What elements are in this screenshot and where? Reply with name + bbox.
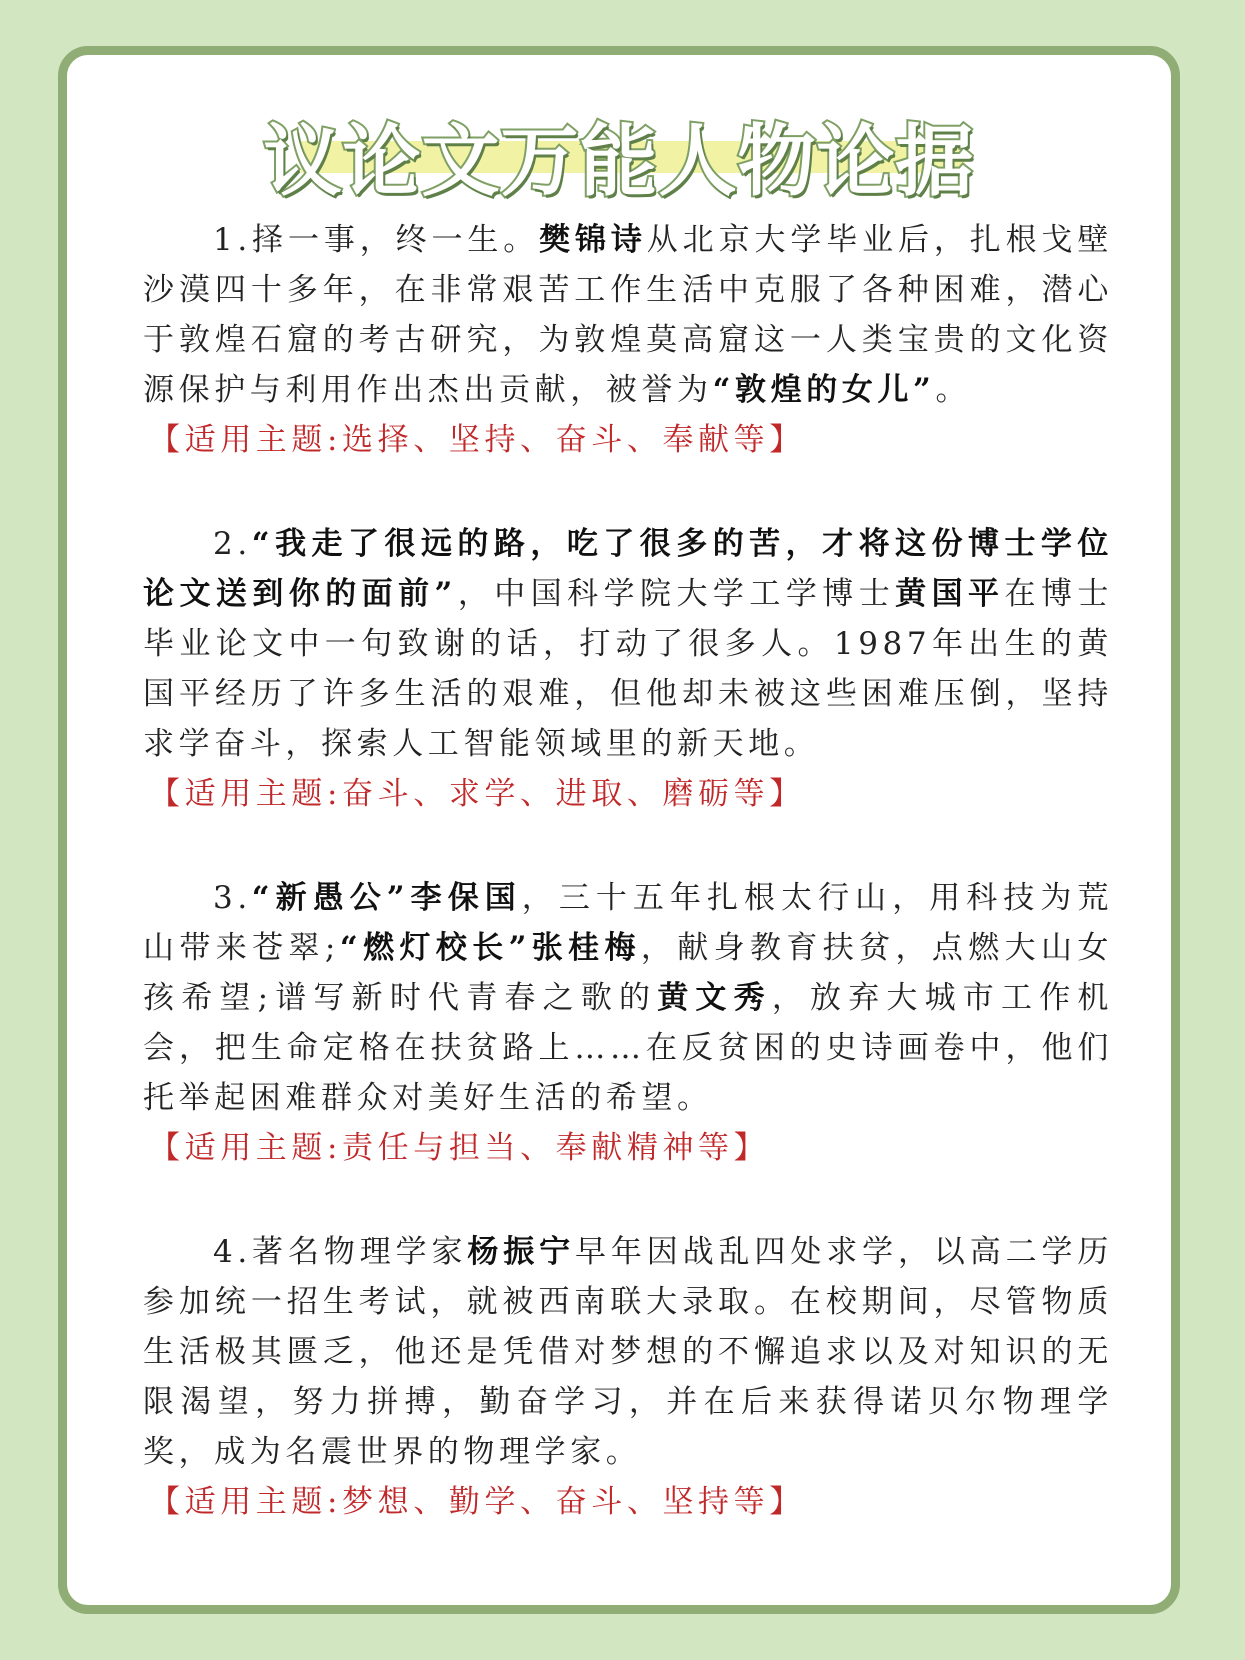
person-name: 黄国平 (895, 576, 1005, 612)
argument-list (143, 215, 1113, 1581)
content-card (58, 46, 1180, 1614)
person-name: 黄文秀 (657, 980, 772, 1016)
applicable-theme: 【适用主题:选择、坚持、奋斗、奉献等】 (149, 422, 805, 458)
person-name: “新愚公”李保国 (251, 880, 522, 916)
argument-item-3 (143, 873, 1113, 1173)
person-name: 杨振宁 (467, 1234, 576, 1270)
person-name: “燃灯校长”张桂梅 (339, 930, 641, 966)
applicable-theme: 【适用主题:奋斗、求学、进取、磨砺等】 (149, 776, 805, 812)
applicable-theme: 【适用主题:责任与担当、奉献精神等】 (149, 1130, 770, 1166)
person-name: 樊锦诗 (539, 222, 647, 258)
argument-text: 1.择一事，终一生。樊锦诗从北京大学毕业后，扎根戈壁沙漠四十多年，在非常艰苦工作生活中克服了各种困难，潜心于敦煌石窟的考古研究，为敦煌莫高窟这一人类宝贵的文化资源保护与利用作出杰出贡献，被誉为“敦煌的女儿”。 (143, 222, 1113, 408)
page-title: 议论文万能人物论据 (263, 117, 975, 207)
argument-text: 2.“我走了很远的路，吃了很多的苦，才将这份博士学位论文送到你的面前”，中国科学院大学工学博士黄国平在博士毕业论文中一句致谢的话，打动了很多人。1987年出生的黄国平经历了许多生活的艰难，但他却未被这些困难压倒，坚持求学奋斗，探索人工智能领域里的新天地。 (143, 526, 1113, 762)
applicable-theme: 【适用主题:梦想、勤学、奋斗、坚持等】 (149, 1484, 805, 1520)
honorific-title: “敦煌的女儿” (712, 372, 936, 408)
title-area (67, 99, 1171, 211)
argument-item-4 (143, 1227, 1113, 1527)
argument-text: 3.“新愚公”李保国，三十五年扎根太行山，用科技为荒山带来苍翠;“燃灯校长”张桂梅，献身教育扶贫，点燃大山女孩希望;谱写新时代青春之歌的黄文秀，放弃大城市工作机会，把生命定格在扶贫路上……在反贫困的史诗画卷中，他们托举起困难群众对美好生活的希望。 (143, 880, 1113, 1116)
argument-item-2 (143, 519, 1113, 819)
quote: “我走了很远的路，吃了很多的苦，才将这份博士学位论文送到你的面前” (143, 526, 1113, 612)
argument-text: 4.著名物理学家杨振宁早年因战乱四处求学，以高二学历参加统一招生考试，就被西南联大录取。在校期间，尽管物质生活极其匮乏，他还是凭借对梦想的不懈追求以及对知识的无限渴望，努力拼搏，勤奋学习，并在后来获得诺贝尔物理学奖，成为名震世界的物理学家。 (143, 1234, 1113, 1470)
argument-item-1 (143, 215, 1113, 465)
